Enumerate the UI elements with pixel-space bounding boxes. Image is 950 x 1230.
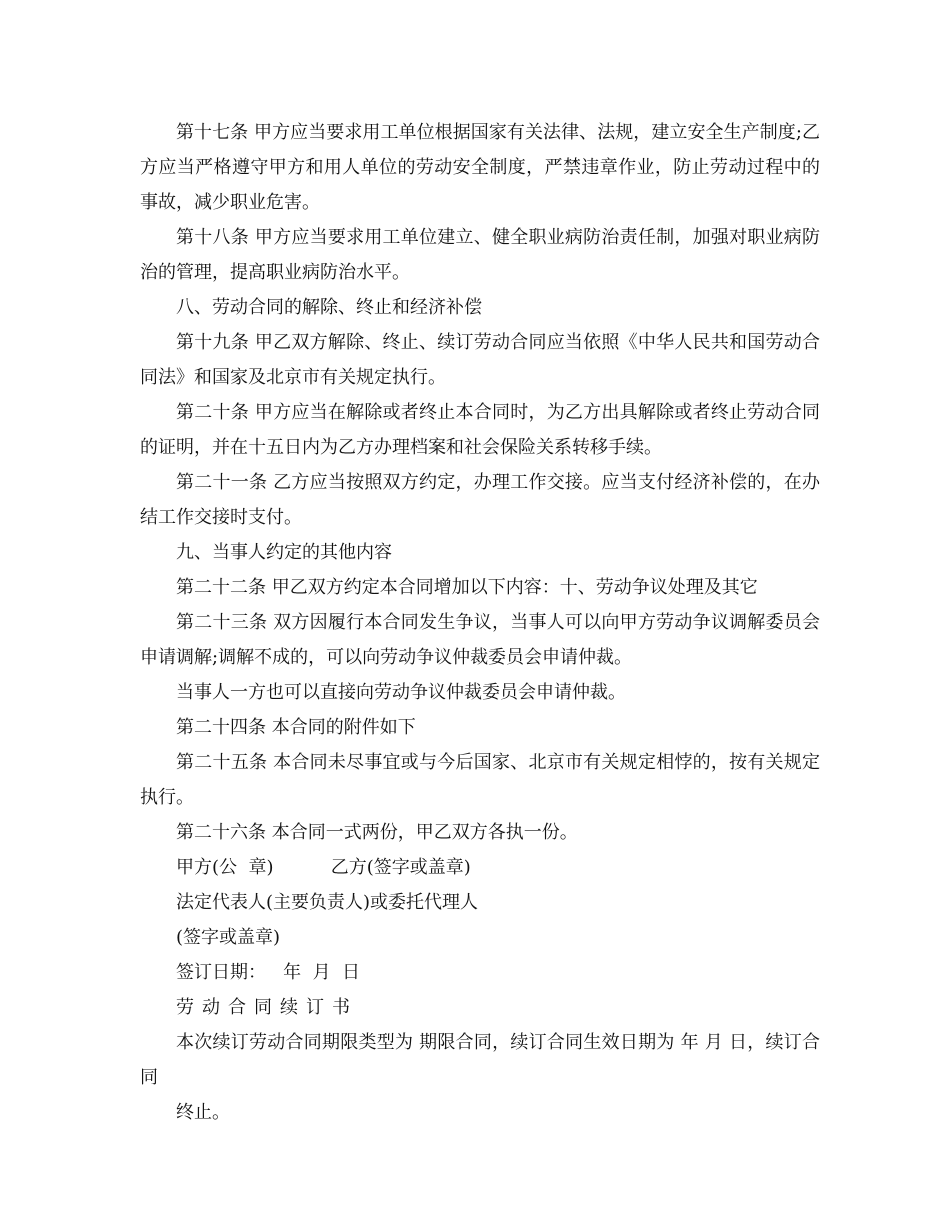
sign-or-seal-label: (签字或盖章) [176, 927, 281, 948]
party-a-label: 甲方(公 章) [176, 857, 274, 878]
article-23: 第二十三条 双方因履行本合同发生争议，当事人可以向甲方劳动争议调解委员会申请调解;调解不成的，可以向劳动争议仲裁委员会申请仲裁。 [140, 612, 820, 668]
arbitration-note: 当事人一方也可以直接向劳动争议仲裁委员会申请仲裁。 [176, 682, 626, 703]
party-b-label: 乙方(签字或盖章) [330, 857, 471, 878]
article-17: 第十七条 甲方应当要求用工单位根据国家有关法律、法规，建立安全生产制度;乙方应当严格遵守甲方和用人单位的劳动安全制度，严禁违章作业，防止劳动过程中的事故，减少职业危害。 [140, 122, 820, 213]
article-19: 第十九条 甲乙双方解除、终止、续订劳动合同应当依照《中华人民共和国劳动合同法》和国家及北京市有关规定执行。 [140, 332, 820, 388]
article-21: 第二十一条 乙方应当按照双方约定，办理工作交接。应当支付经济补偿的，在办结工作交接时支付。 [140, 472, 820, 528]
renewal-ending: 终止。 [176, 1102, 230, 1123]
article-26: 第二十六条 本合同一式两份，甲乙双方各执一份。 [176, 822, 578, 843]
article-24: 第二十四条 本合同的附件如下 [176, 717, 416, 738]
renewal-text: 本次续订劳动合同期限类型为 期限合同，续订合同生效日期为 年 月 日，续订合同 [140, 1032, 820, 1088]
article-20: 第二十条 甲方应当在解除或者终止本合同时，为乙方出具解除或者终止劳动合同的证明，并在十五日内为乙方办理档案和社会保险关系转移手续。 [140, 402, 820, 458]
document-body [140, 115, 820, 1130]
signature-parties [140, 850, 820, 885]
article-18: 第十八条 甲方应当要求用工单位建立、健全职业病防治责任制，加强对职业病防治的管理，提高职业病防治水平。 [140, 227, 820, 283]
representative-label: 法定代表人(主要负责人)或委托代理人 [176, 892, 479, 913]
section-heading-9: 九、当事人约定的其他内容 [176, 542, 392, 563]
article-25: 第二十五条 本合同未尽事宜或与今后国家、北京市有关规定相悖的，按有关规定执行。 [140, 752, 820, 808]
article-22: 第二十二条 甲乙双方约定本合同增加以下内容：十、劳动争议处理及其它 [176, 577, 758, 598]
section-heading-8: 八、劳动合同的解除、终止和经济补偿 [176, 297, 482, 318]
renewal-title: 劳动合同续订书 [176, 997, 358, 1018]
sign-date-label: 签订日期： 年 月 日 [176, 962, 361, 983]
